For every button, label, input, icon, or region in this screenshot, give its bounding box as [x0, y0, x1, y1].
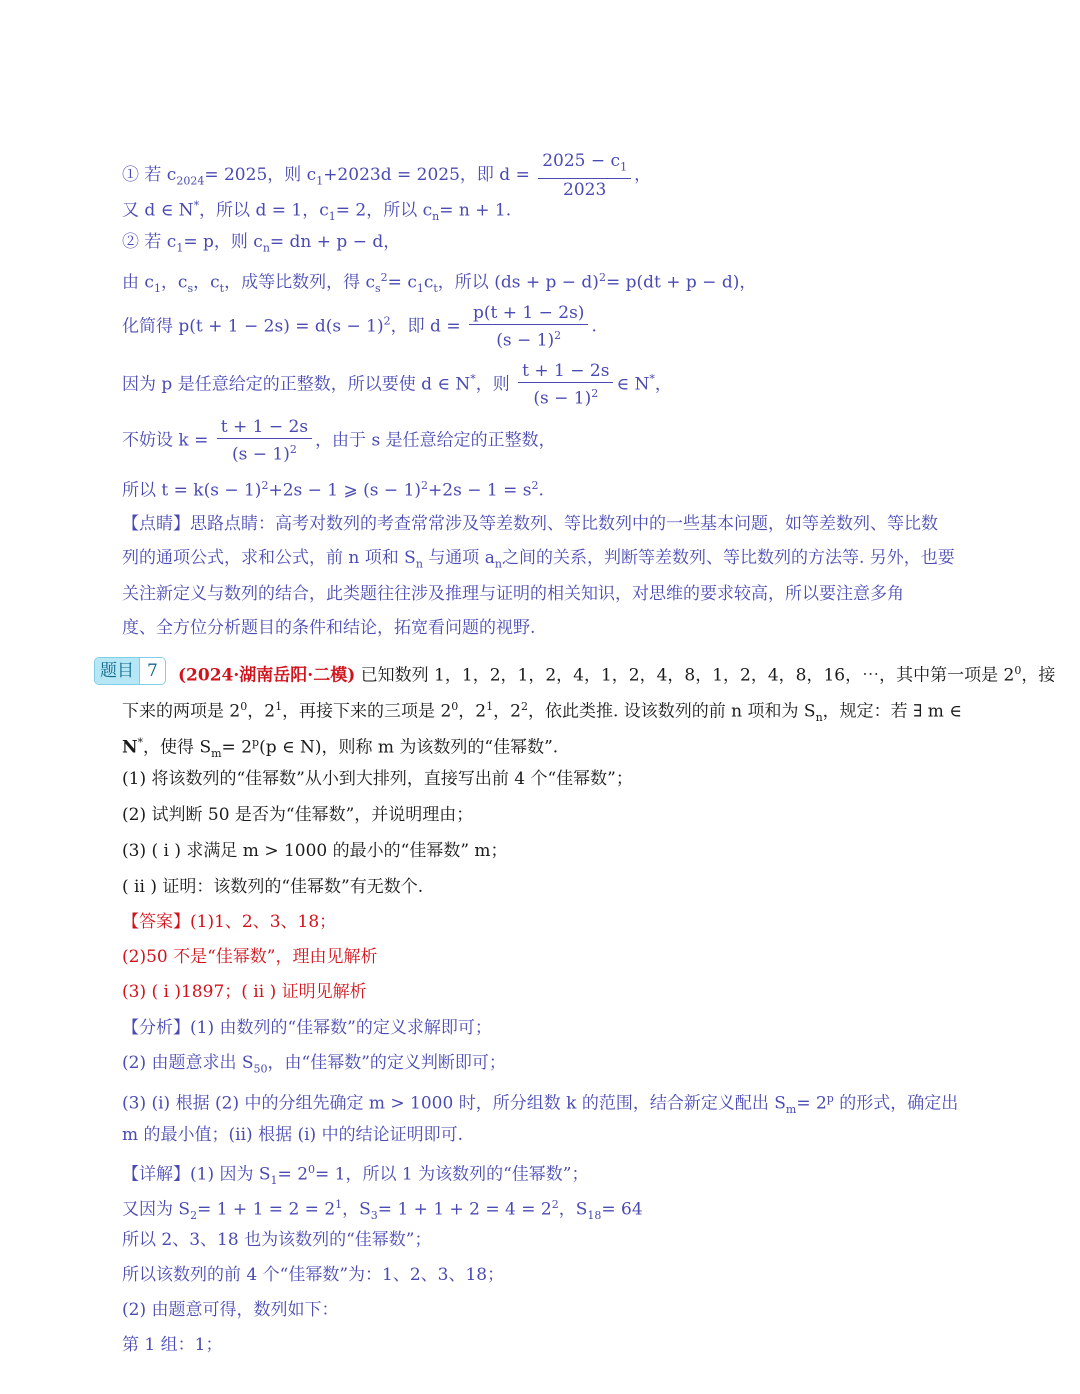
detail-line-3: 所以 2、3、18 也为该数列的“佳幂数”；: [122, 1230, 432, 1250]
analysis-line-2: (2) 由题意求出 $S_{50}$，由“佳幂数”的定义判断即可；: [122, 1053, 506, 1076]
detail-line-4: 所以该数列的前 4 个“佳幂数”为：1、2、3、18；: [122, 1265, 505, 1285]
question-part-4: ( ii ) 证明：该数列的“佳幂数”有无数个.: [122, 877, 424, 897]
question-tag-label: 题目: [95, 658, 139, 684]
fraction: $\frac{t + 1 - 2s}{(s - 1)^2}$: [217, 416, 312, 466]
analysis-line-4: m 的最小值；(ii) 根据 (i) 中的结论证明即可.: [122, 1125, 463, 1145]
answer-line-3: (3) ( i )1897；( ii ) 证明见解析: [122, 982, 367, 1002]
analysis-line-3: (3) (i) 根据 (2) 中的分组先确定 m > 1000 时，所分组数 k 的范围，结合新定义配出 $S_m= 2^p$ 的形式，确定出: [122, 1092, 959, 1117]
detail-line-5: (2) 由题意可得，数列如下：: [122, 1300, 339, 1320]
detail-line-2: 又因为 $S_2= 1 + 1 = 2 = 2^1$，$S_3= 1 + 1 + 2 = 4 = 2^2$，$S_{18}= 64$: [122, 1198, 643, 1223]
solution-line-2: 又 d ∈ N*，所以 d = 1，$c_1= 2$，所以 $c_n= n + 1$.: [122, 199, 512, 224]
detail-line-6: 第 1 组：1；: [122, 1335, 223, 1355]
question-line-1: (2024·湖南岳阳·二模) 已知数列 1，1，2，1，2，4，1，2，4，8，1，2，4，8，16，⋯，其中第一项是 $2^0$，接: [178, 664, 1056, 686]
question-tag-number: 7: [139, 658, 165, 684]
fraction: $\frac{2025 - c_1}{2023}$: [538, 150, 631, 201]
question-tag: [94, 657, 166, 685]
solution-line-8: 所以 $t = k(s - 1)^2+2s - 1$ ⩾ $(s - 1)^2+2s - 1 = s^2$.: [122, 479, 544, 501]
question-part-2: (2) 试判断 50 是否为“佳幂数”，并说明理由；: [122, 805, 474, 825]
question-line-3: N*，使得 $S_m= 2^p(p$ ∈ N)，则称 m 为该数列的“佳幂数”.: [122, 736, 559, 761]
comment-line-3: 关注新定义与数列的结合，此类题往往涉及推理与证明的相关知识，对思维的要求较高，所以要注意多角: [122, 584, 904, 604]
answer-line-1: 【答案】(1)1、2、3、18；: [122, 912, 337, 932]
solution-line-3: ② 若 $c_1= p$，则 $c_n=$ dn + p − d，: [122, 232, 401, 255]
answer-line-2: (2)50 不是“佳幂数”，理由见解析: [122, 947, 378, 967]
question-part-3: (3) ( i ) 求满足 m > 1000 的最小的“佳幂数” m；: [122, 841, 508, 861]
fraction: $\frac{t + 1 - 2s}{(s - 1)^2}$: [518, 360, 613, 410]
solution-line-5: 化简得 $p(t + 1 - 2s) = d(s - 1)^2$，即 d = $\frac{p(t + 1 - 2s)}{(s - 1)^2}$ .: [122, 303, 597, 351]
solution-line-4: 由 $c_1$，$c_s$，$c_t$，成等比数列，得 $c_s^2= c_1c_t$，所以 (ds + p − d)$^2$= p(dt + p − d)，: [122, 271, 757, 296]
comment-line-4: 度、全方位分析题目的条件和结论，拓宽看问题的视野.: [122, 618, 536, 638]
analysis-line-1: 【分析】(1) 由数列的“佳幂数”的定义求解即可；: [122, 1018, 492, 1038]
solution-line-1: ① 若 $c_{2024}= 2025$，则 $c_1+2023d = 2025$，即 d = $\frac{2025 - c_1}{2023}$ ，: [122, 151, 652, 201]
detail-line-1: 【详解】(1) 因为 $S_1= 2^0= 1$，所以 1 为该数列的“佳幂数”；: [122, 1163, 589, 1188]
comment-line-1: 【点睛】思路点睛：高考对数列的考查常常涉及等差数列、等比数列中的一些基本问题，如等差数列、等比数: [122, 514, 938, 534]
question-line-2: 下来的两项是 $2^0$，$2^1$，再接下来的三项是 $2^0$，$2^1$，$2^2$，依此类推. 设该数列的前 n 项和为 $S_n$，规定：若 ∃ m ∈: [122, 700, 962, 725]
comment-line-2: 列的通项公式，求和公式，前 n 项和 $S_n$ 与通项 $a_n$之间的关系，判断等差数列、等比数列的方法等. 另外，也要: [122, 548, 955, 571]
solution-line-7: 不妨设 k = $\frac{t + 1 - 2s}{(s - 1)^2}$ ，由于 s 是任意给定的正整数，: [122, 417, 556, 465]
fraction: $\frac{p(t + 1 - 2s)}{(s - 1)^2}$: [469, 302, 588, 352]
question-source: (2024·湖南岳阳·二模): [178, 665, 356, 686]
solution-line-6: 因为 p 是任意给定的正整数，所以要使 d ∈ N*，则 $\frac{t + 1 - 2s}{(s - 1)^2}$ ∈ N*，: [122, 361, 672, 409]
question-part-1: (1) 将该数列的“佳幂数”从小到大排列，直接写出前 4 个“佳幂数”；: [122, 769, 633, 789]
